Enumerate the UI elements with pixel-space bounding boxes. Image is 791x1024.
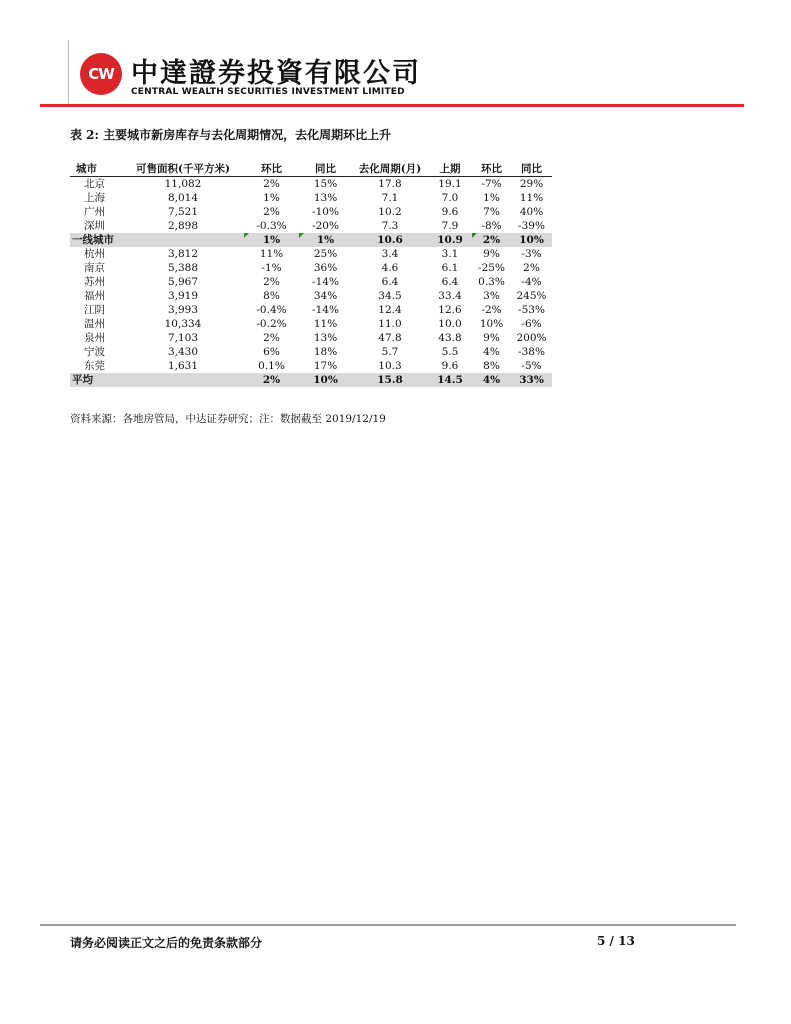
value-cell <box>472 359 511 373</box>
column-header: 可售面积(千平方米) <box>122 161 244 177</box>
cell-text: 19.1 <box>438 178 462 190</box>
cell-text: 2% <box>263 276 280 288</box>
value-cell <box>352 261 428 275</box>
cell-text: -5% <box>521 360 542 372</box>
value-cell <box>244 303 299 317</box>
cell-text: 9.6 <box>441 360 459 372</box>
value-cell <box>511 261 552 275</box>
cell-text: 3.4 <box>381 248 399 260</box>
value-cell <box>472 191 511 205</box>
city-cell <box>70 275 122 289</box>
cell-text: 9.6 <box>441 206 459 218</box>
cell-text: 2% <box>263 206 280 218</box>
cell-text: 17% <box>313 360 338 372</box>
cell-text: 北京 <box>84 178 105 190</box>
table-row <box>70 177 552 192</box>
cell-text: 0.1% <box>258 360 285 372</box>
value-cell <box>352 219 428 233</box>
value-cell <box>299 373 352 387</box>
cell-text: 10.6 <box>377 234 403 246</box>
cell-text: -0.4% <box>256 304 287 316</box>
value-cell <box>299 219 352 233</box>
cell-text: 3,919 <box>167 290 199 302</box>
city-cell <box>70 205 122 219</box>
cell-text: 11,082 <box>164 178 202 190</box>
value-cell <box>299 359 352 373</box>
cell-text: 13% <box>313 332 338 344</box>
value-cell <box>352 191 428 205</box>
value-cell <box>244 373 299 387</box>
value-cell <box>122 303 244 317</box>
cell-text: -3% <box>521 248 542 260</box>
cell-text: 6% <box>263 346 280 358</box>
value-cell <box>244 359 299 373</box>
column-header: 去化周期(月) <box>352 161 428 177</box>
value-cell <box>299 345 352 359</box>
cell-text: -10% <box>312 206 339 218</box>
city-cell <box>70 177 122 192</box>
cell-text: 东莞 <box>84 360 105 372</box>
value-cell <box>244 317 299 331</box>
value-cell <box>511 191 552 205</box>
cell-text: 8% <box>483 360 500 372</box>
value-cell <box>299 289 352 303</box>
table-row <box>70 191 552 205</box>
cell-text: 5,388 <box>167 262 199 274</box>
table-summary-row <box>70 233 552 247</box>
cell-text: -14% <box>312 276 339 288</box>
cell-text: 43.8 <box>438 332 462 344</box>
value-cell <box>299 331 352 345</box>
table-row <box>70 303 552 317</box>
city-cell <box>70 331 122 345</box>
value-cell <box>244 247 299 261</box>
cell-text: 33.4 <box>438 290 462 302</box>
value-cell <box>122 317 244 331</box>
cell-text: 11% <box>313 318 338 330</box>
cell-text: 8,014 <box>167 192 199 204</box>
table-row <box>70 219 552 233</box>
value-cell <box>428 359 472 373</box>
value-cell <box>511 345 552 359</box>
value-cell <box>299 317 352 331</box>
cell-text: 11% <box>259 248 284 260</box>
cell-text: 0.3% <box>478 276 505 288</box>
city-cell <box>70 233 122 247</box>
cell-text: 12.6 <box>438 304 462 316</box>
cell-text: 平均 <box>72 374 93 386</box>
cell-text: -0.3% <box>256 220 287 232</box>
footer-rule <box>40 924 736 926</box>
cell-text: 10.9 <box>437 234 463 246</box>
value-cell <box>352 359 428 373</box>
cell-text: 7,103 <box>167 332 199 344</box>
value-cell <box>299 177 352 192</box>
cell-text: 25% <box>313 248 338 260</box>
city-cell <box>70 191 122 205</box>
value-cell <box>352 331 428 345</box>
header-divider <box>68 40 69 104</box>
cell-text: 7.1 <box>381 192 399 204</box>
cell-text: 11.0 <box>378 318 402 330</box>
cell-text: -6% <box>521 318 542 330</box>
value-cell <box>472 261 511 275</box>
cell-text: 泉州 <box>84 332 105 344</box>
value-cell <box>244 191 299 205</box>
city-cell <box>70 317 122 331</box>
cell-text: 10% <box>313 374 338 386</box>
value-cell <box>122 261 244 275</box>
value-cell <box>511 373 552 387</box>
value-cell <box>244 345 299 359</box>
table-row <box>70 247 552 261</box>
cell-text: 4.6 <box>381 262 399 274</box>
cell-text: 10,334 <box>164 318 202 330</box>
value-cell <box>472 345 511 359</box>
value-cell <box>472 317 511 331</box>
value-cell <box>428 177 472 192</box>
value-cell <box>244 177 299 192</box>
city-cell <box>70 261 122 275</box>
cell-text: 7.0 <box>441 192 459 204</box>
cell-text: -53% <box>518 304 545 316</box>
cell-text: 40% <box>519 206 544 218</box>
cell-text: 1,631 <box>167 360 199 372</box>
cell-text: 10.3 <box>378 360 402 372</box>
cell-text: 3,430 <box>167 346 199 358</box>
cell-text: 13% <box>313 192 338 204</box>
cell-text: -39% <box>518 220 545 232</box>
cell-text: 10% <box>479 318 504 330</box>
cell-text: 200% <box>516 332 547 344</box>
value-cell <box>511 247 552 261</box>
value-cell <box>299 233 352 247</box>
value-cell <box>244 261 299 275</box>
city-cell <box>70 303 122 317</box>
value-cell <box>352 275 428 289</box>
cell-text: 10% <box>519 234 544 246</box>
cell-text: 深圳 <box>84 220 105 232</box>
comment-marker-icon <box>472 233 477 238</box>
city-cell <box>70 219 122 233</box>
cell-text: 9% <box>483 248 500 260</box>
value-cell <box>122 205 244 219</box>
cell-text: 14.5 <box>437 374 463 386</box>
cell-text: 苏州 <box>84 276 105 288</box>
value-cell <box>299 247 352 261</box>
value-cell <box>472 247 511 261</box>
value-cell <box>299 275 352 289</box>
value-cell <box>428 219 472 233</box>
cell-text: -8% <box>481 220 502 232</box>
value-cell <box>122 359 244 373</box>
cell-text: 广州 <box>84 206 105 218</box>
cell-text: 36% <box>313 262 338 274</box>
company-logo: CW <box>80 53 122 95</box>
cell-text: 6.4 <box>381 276 399 288</box>
value-cell <box>428 303 472 317</box>
comment-marker-icon <box>244 233 249 238</box>
cell-text: 4% <box>483 346 500 358</box>
value-cell <box>352 373 428 387</box>
cell-text: 1% <box>483 192 500 204</box>
value-cell <box>122 373 244 387</box>
cell-text: 2% <box>263 332 280 344</box>
cell-text: 10.0 <box>438 318 462 330</box>
cell-text: 5.5 <box>441 346 459 358</box>
cell-text: 6.4 <box>441 276 459 288</box>
table-row <box>70 359 552 373</box>
value-cell <box>428 205 472 219</box>
column-header: 环比 <box>244 161 299 177</box>
cell-text: 温州 <box>84 318 105 330</box>
value-cell <box>511 233 552 247</box>
value-cell <box>428 289 472 303</box>
cell-text: 2,898 <box>167 220 199 232</box>
cell-text: 34.5 <box>378 290 402 302</box>
page-number: 5 / 13 <box>597 934 635 948</box>
column-header: 环比 <box>472 161 511 177</box>
cell-text: 2% <box>262 374 281 386</box>
value-cell <box>352 303 428 317</box>
value-cell <box>122 191 244 205</box>
table-summary-row <box>70 373 552 387</box>
value-cell <box>352 247 428 261</box>
cell-text: 一线城市 <box>72 234 114 246</box>
table-title: 表 2: 主要城市新房库存与去化周期情况，去化周期环比上升 <box>70 128 392 142</box>
value-cell <box>511 317 552 331</box>
cell-text: -1% <box>261 262 282 274</box>
cell-text: 29% <box>519 178 544 190</box>
cell-text: -20% <box>312 220 339 232</box>
cell-text: 5.7 <box>381 346 399 358</box>
value-cell <box>511 219 552 233</box>
value-cell <box>511 289 552 303</box>
table-row <box>70 345 552 359</box>
cell-text: 17.8 <box>378 178 402 190</box>
value-cell <box>511 205 552 219</box>
value-cell <box>244 275 299 289</box>
value-cell <box>244 233 299 247</box>
cell-text: 47.8 <box>378 332 402 344</box>
value-cell <box>244 289 299 303</box>
city-cell <box>70 359 122 373</box>
value-cell <box>472 373 511 387</box>
value-cell <box>428 345 472 359</box>
cell-text: 1% <box>316 234 335 246</box>
value-cell <box>428 275 472 289</box>
cell-text: 15% <box>313 178 338 190</box>
company-name-en: CENTRAL WEALTH SECURITIES INVESTMENT LIMITED <box>131 87 405 97</box>
value-cell <box>122 345 244 359</box>
value-cell <box>122 233 244 247</box>
footer-disclaimer: 请务必阅读正文之后的免责条款部分 <box>70 936 263 950</box>
value-cell <box>352 233 428 247</box>
value-cell <box>472 219 511 233</box>
city-cell <box>70 289 122 303</box>
column-header: 城市 <box>70 161 122 177</box>
value-cell <box>428 191 472 205</box>
cell-text: 12.4 <box>378 304 402 316</box>
column-header: 同比 <box>299 161 352 177</box>
cell-text: 10.2 <box>378 206 402 218</box>
cell-text: -7% <box>481 178 502 190</box>
cell-text: 宁波 <box>84 346 105 358</box>
header-rule <box>40 104 744 107</box>
cell-text: -38% <box>518 346 545 358</box>
city-cell <box>70 345 122 359</box>
cell-text: 34% <box>313 290 338 302</box>
column-header: 同比 <box>511 161 552 177</box>
cell-text: 2% <box>263 178 280 190</box>
value-cell <box>472 303 511 317</box>
cell-text: 7.9 <box>441 220 459 232</box>
table-row <box>70 205 552 219</box>
value-cell <box>299 191 352 205</box>
value-cell <box>299 261 352 275</box>
value-cell <box>122 331 244 345</box>
cell-text: 7% <box>483 206 500 218</box>
cell-text: 杭州 <box>84 248 105 260</box>
cell-text: 18% <box>313 346 338 358</box>
source-note: 资料来源：各地房管局，中达证券研究；注：数据截至 2019/12/19 <box>70 413 386 425</box>
cell-text: 3,812 <box>167 248 199 260</box>
cell-text: -2% <box>481 304 502 316</box>
table-row <box>70 261 552 275</box>
cell-text: 福州 <box>84 290 105 302</box>
cell-text: 7.3 <box>381 220 399 232</box>
value-cell <box>244 219 299 233</box>
cell-text: 3.1 <box>441 248 459 260</box>
value-cell <box>511 275 552 289</box>
cell-text: 1% <box>263 192 280 204</box>
value-cell <box>472 331 511 345</box>
value-cell <box>244 331 299 345</box>
cell-text: 南京 <box>84 262 105 274</box>
company-name-cn: 中達證券投資有限公司 <box>131 58 421 89</box>
value-cell <box>428 233 472 247</box>
cell-text: -25% <box>478 262 505 274</box>
value-cell <box>428 247 472 261</box>
cell-text: 9% <box>483 332 500 344</box>
value-cell <box>511 359 552 373</box>
cell-text: 5,967 <box>167 276 199 288</box>
value-cell <box>122 247 244 261</box>
cell-text: 7,521 <box>167 206 199 218</box>
table-row <box>70 317 552 331</box>
value-cell <box>299 205 352 219</box>
value-cell <box>472 233 511 247</box>
value-cell <box>352 317 428 331</box>
value-cell <box>428 317 472 331</box>
comment-marker-icon <box>299 233 304 238</box>
city-cell <box>70 373 122 387</box>
value-cell <box>352 177 428 192</box>
cell-text: 江阴 <box>84 304 105 316</box>
cell-text: 2% <box>523 262 540 274</box>
cell-text: 245% <box>516 290 547 302</box>
cell-text: -0.2% <box>256 318 287 330</box>
cell-text: 2% <box>482 234 501 246</box>
cell-text: -14% <box>312 304 339 316</box>
value-cell <box>472 289 511 303</box>
value-cell <box>472 275 511 289</box>
table-row <box>70 275 552 289</box>
column-header: 上期 <box>428 161 472 177</box>
city-cell <box>70 247 122 261</box>
cell-text: 3,993 <box>167 304 199 316</box>
value-cell <box>299 303 352 317</box>
table-header-row <box>70 161 552 177</box>
table-row <box>70 289 552 303</box>
cell-text: 4% <box>482 374 501 386</box>
value-cell <box>428 373 472 387</box>
value-cell <box>472 205 511 219</box>
table-row <box>70 331 552 345</box>
cell-text: 8% <box>263 290 280 302</box>
value-cell <box>352 205 428 219</box>
cell-text: 6.1 <box>441 262 459 274</box>
value-cell <box>244 205 299 219</box>
cell-text: 1% <box>262 234 281 246</box>
cell-text: -4% <box>521 276 542 288</box>
value-cell <box>122 177 244 192</box>
value-cell <box>352 289 428 303</box>
value-cell <box>122 275 244 289</box>
value-cell <box>472 177 511 192</box>
value-cell <box>511 303 552 317</box>
cell-text: 3% <box>483 290 500 302</box>
inventory-table <box>70 161 552 387</box>
value-cell <box>352 345 428 359</box>
cell-text: 上海 <box>84 192 105 204</box>
value-cell <box>511 331 552 345</box>
cell-text: 11% <box>519 192 544 204</box>
value-cell <box>428 261 472 275</box>
cell-text: 33% <box>519 374 544 386</box>
value-cell <box>122 289 244 303</box>
value-cell <box>428 331 472 345</box>
value-cell <box>511 177 552 192</box>
page-header <box>0 0 791 110</box>
cell-text: 15.8 <box>377 374 403 386</box>
value-cell <box>122 219 244 233</box>
